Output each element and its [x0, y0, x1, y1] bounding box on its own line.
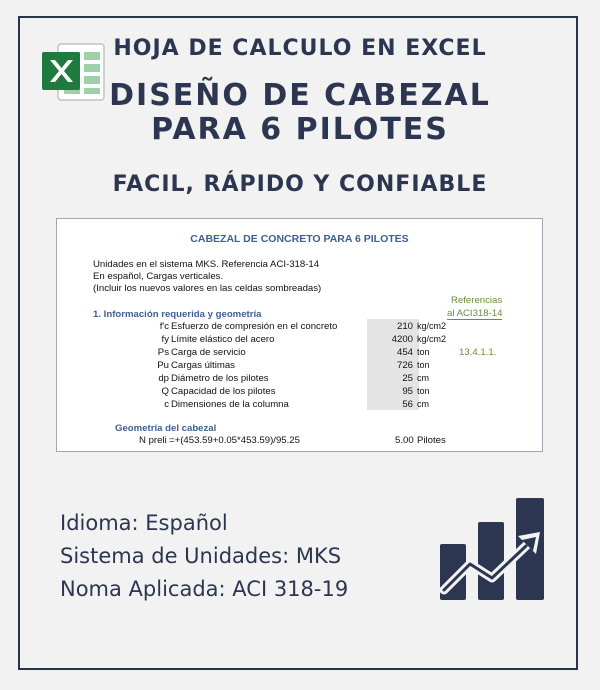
- sheet-intro-2: En español, Cargas verticales.: [93, 271, 224, 282]
- sheet-intro-1: Unidades en el sistema MKS. Referencia ACI-318-14: [93, 259, 320, 270]
- sheet-intro-3: (Incluir los nuevos valores en las celdas sombreadas): [93, 283, 322, 294]
- info-norma: Noma Aplicada: ACI 318-19: [60, 577, 349, 601]
- npreli-formula: =+(453.59+0.05*453.59)/95.25: [169, 435, 300, 446]
- ref-header-2: al ACI318-14: [447, 308, 503, 319]
- sheet-title: CABEZAL DE CONCRETO PARA 6 PILOTES: [190, 233, 409, 245]
- info-sistema: Sistema de Unidades: MKS: [60, 544, 342, 568]
- excel-logo-icon: [40, 40, 106, 102]
- section-1-title: 1. Información requerida y geometría: [93, 309, 262, 320]
- tagline: FACIL, RÁPIDO Y CONFIABLE: [112, 172, 488, 197]
- info-idioma: Idioma: Español: [60, 511, 228, 535]
- header-line-3: PARA 6 PILOTES: [151, 112, 449, 147]
- npreli-unit: Pilotes: [417, 435, 446, 446]
- npreli-label: N preli: [139, 435, 167, 446]
- header-line-1: HOJA DE CALCULO EN EXCEL: [113, 36, 487, 61]
- header-line-2: DISEÑO DE CABEZAL: [109, 78, 491, 113]
- ref-header-1: Referencias: [451, 295, 503, 306]
- section-2-title: Geometría del cabezal: [115, 423, 217, 434]
- npreli-value: 5.00: [395, 435, 414, 446]
- bar-chart-growth-icon: [440, 498, 544, 600]
- spreadsheet-preview: CABEZAL DE CONCRETO PARA 6 PILOTES Unidades en el sistema MKS. Referencia ACI-318-14 En español, Cargas verticales. (Incluir los nuevos valores en las celdas sombreadas) Referencias al ACI318-14 1. Información requerida y geometría f'c Esfuerzo de compresión en el concreto 210 kg/cm2 fy Límite elástico del acero 4200 kg/cm2 Ps Carga de servicio 454 ton 13.4.1.1. Pu Cargas últimas 726 ton dp Diámetro de los pilotes 25 cm Q Capacidad de los pilotes 95 ton c Dimensiones de la columna 56 cm Geometría del cabezal N preli =+(453.59+0.05*453.59)/95.25 5.00 Pilotes: [56, 218, 543, 452]
- ref-13-4-1-1: 13.4.1.1.: [459, 347, 497, 358]
